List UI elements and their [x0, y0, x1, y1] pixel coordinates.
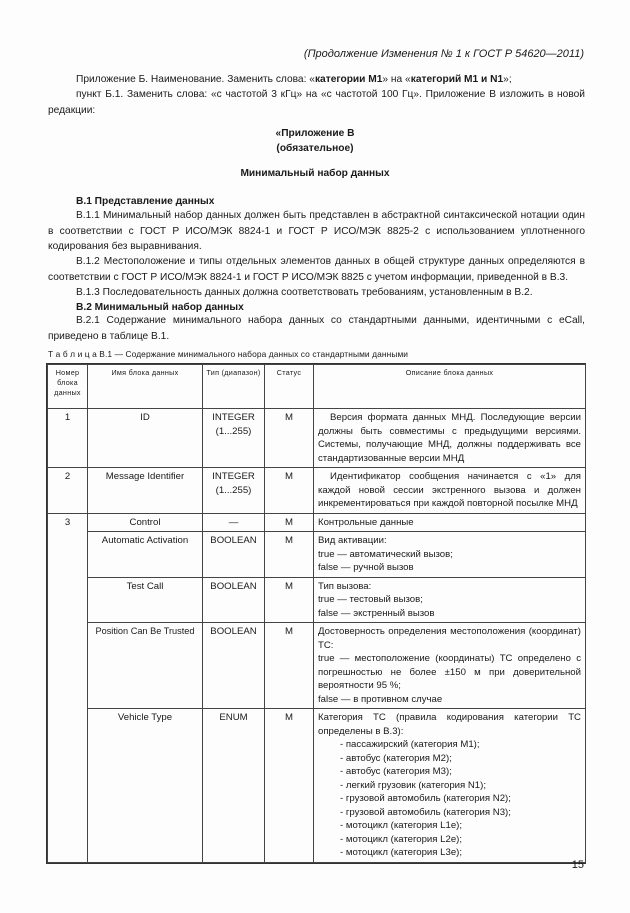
- paragraph-b12: В.1.2 Местоположение и типы отдельных элементов данных в общей структуре данных определяются в соответствии с ГОСТ Р ИСО/МЭК 8824-1 и ГОСТ Р ИСО/МЭК 8825 с учетом информации, приведенной в В.3.: [48, 256, 585, 283]
- section-heading-b1: В.1 Представление данных: [76, 196, 215, 207]
- table-row: Test Call BOOLEAN M Тип вызова: true — тестовый вызов; false — экстренный вызов: [48, 577, 586, 623]
- list-item: - грузовой автомобиль (категория N3);: [340, 806, 511, 818]
- header-type: Тип (диапазон): [203, 365, 265, 409]
- table-row: Vehicle Type ENUM M Категория ТС (правила кодирования категории ТС определены в В.3): - пассажирский (категория M1); - автобус (категория M2); - автобус (категория M3); - легкий грузовик (категория N1); - грузовой автомобиль (категория N2); - грузовой автомобиль (категория N3); - мотоцикл (категория L1e); - мотоцикл (категория L2e); - мотоцикл (категория L3e);: [48, 709, 586, 863]
- paragraph-b11: В.1.1 Минимальный набор данных должен быть представлен в абстрактной синтаксической нотации один в соответствии с ГОСТ Р ИСО/МЭК 8824-1 и ГОСТ Р ИСО/МЭК 8825-2 с использованием уплотненного кодирования без выравнивания.: [48, 210, 585, 252]
- page-number: 15: [571, 859, 584, 871]
- list-item: - грузовой автомобиль (категория N2);: [340, 793, 511, 804]
- table-row: Position Can Be Trusted BOOLEAN M Достоверность определения местоположения (координат) ТС: true — местоположение (координаты) ТС определено с погрешностью не более ±150 м при доверительной вероятности 95 %; false — в противном случае: [48, 623, 586, 709]
- header-description: Описание блока данных: [314, 365, 586, 409]
- appendix-title: «Приложение В: [275, 128, 355, 139]
- list-item: - мотоцикл (категория L2e);: [340, 833, 463, 845]
- table-header-row: [48, 365, 586, 409]
- table-row: 1 ID INTEGER (1...255) M Версия формата данных МНД. Последующие версии должны быть совместимы с предыдущими версиями. Системы, получающие МНД, должны поддерживать все стандартизованные версии МНД: [48, 409, 586, 468]
- list-item: - пассажирский (категория M1);: [340, 739, 480, 750]
- list-item: - мотоцикл (категория L3e);: [340, 847, 463, 858]
- paragraph-b21: В.2.1 Содержание минимального набора данных со стандартными данными, идентичными с eCall, приведено в таблице В.1.: [48, 315, 585, 342]
- data-table: [46, 363, 586, 864]
- header-status: Статус: [265, 365, 314, 409]
- list-item: - мотоцикл (категория L1e);: [340, 820, 463, 831]
- table-row: 2 Message Identifier INTEGER (1...255) M Идентификатор сообщения начинается с «1» для каждой новой сессии экстренного вызова и должен инкрементироваться при каждой повторной посылке МНД: [48, 468, 586, 514]
- section-heading-b2: В.2 Минимальный набор данных: [76, 302, 244, 313]
- table-caption: Т а б л и ц а В.1 — Содержание минимального набора данных со стандартными данными: [48, 349, 409, 359]
- paragraph-appendix-b: Приложение Б. Наименование. Заменить слова: «категории М1» на «категорий М1 и N1»;: [76, 74, 512, 85]
- list-item: - автобус (категория M3);: [340, 766, 452, 777]
- appendix-status: (обязательное): [276, 143, 354, 154]
- header-name: Имя блока данных: [88, 365, 203, 409]
- header-number: Номер блока данных: [48, 365, 88, 409]
- paragraph-b1: пункт Б.1. Заменить слова: «с частотой 3 кГц» на «с частотой 100 Гц». Приложение В изложить в новой редакции:: [48, 89, 585, 116]
- paragraph-b13: В.1.3 Последовательность данных должна соответствовать требованиям, установленным в В.2.: [76, 287, 533, 298]
- list-item: - автобус (категория M2);: [340, 752, 452, 764]
- list-item: - легкий грузовик (категория N1);: [340, 779, 486, 791]
- running-header: (Продолжение Изменения № 1 к ГОСТ Р 54620—2011): [303, 48, 584, 60]
- table-row: Automatic Activation BOOLEAN M Вид активации: true — автоматический вызов; false — ручной вызов: [48, 532, 586, 578]
- appendix-name: Минимальный набор данных: [240, 168, 390, 179]
- table-row: 3 Control — M Контрольные данные: [48, 513, 586, 532]
